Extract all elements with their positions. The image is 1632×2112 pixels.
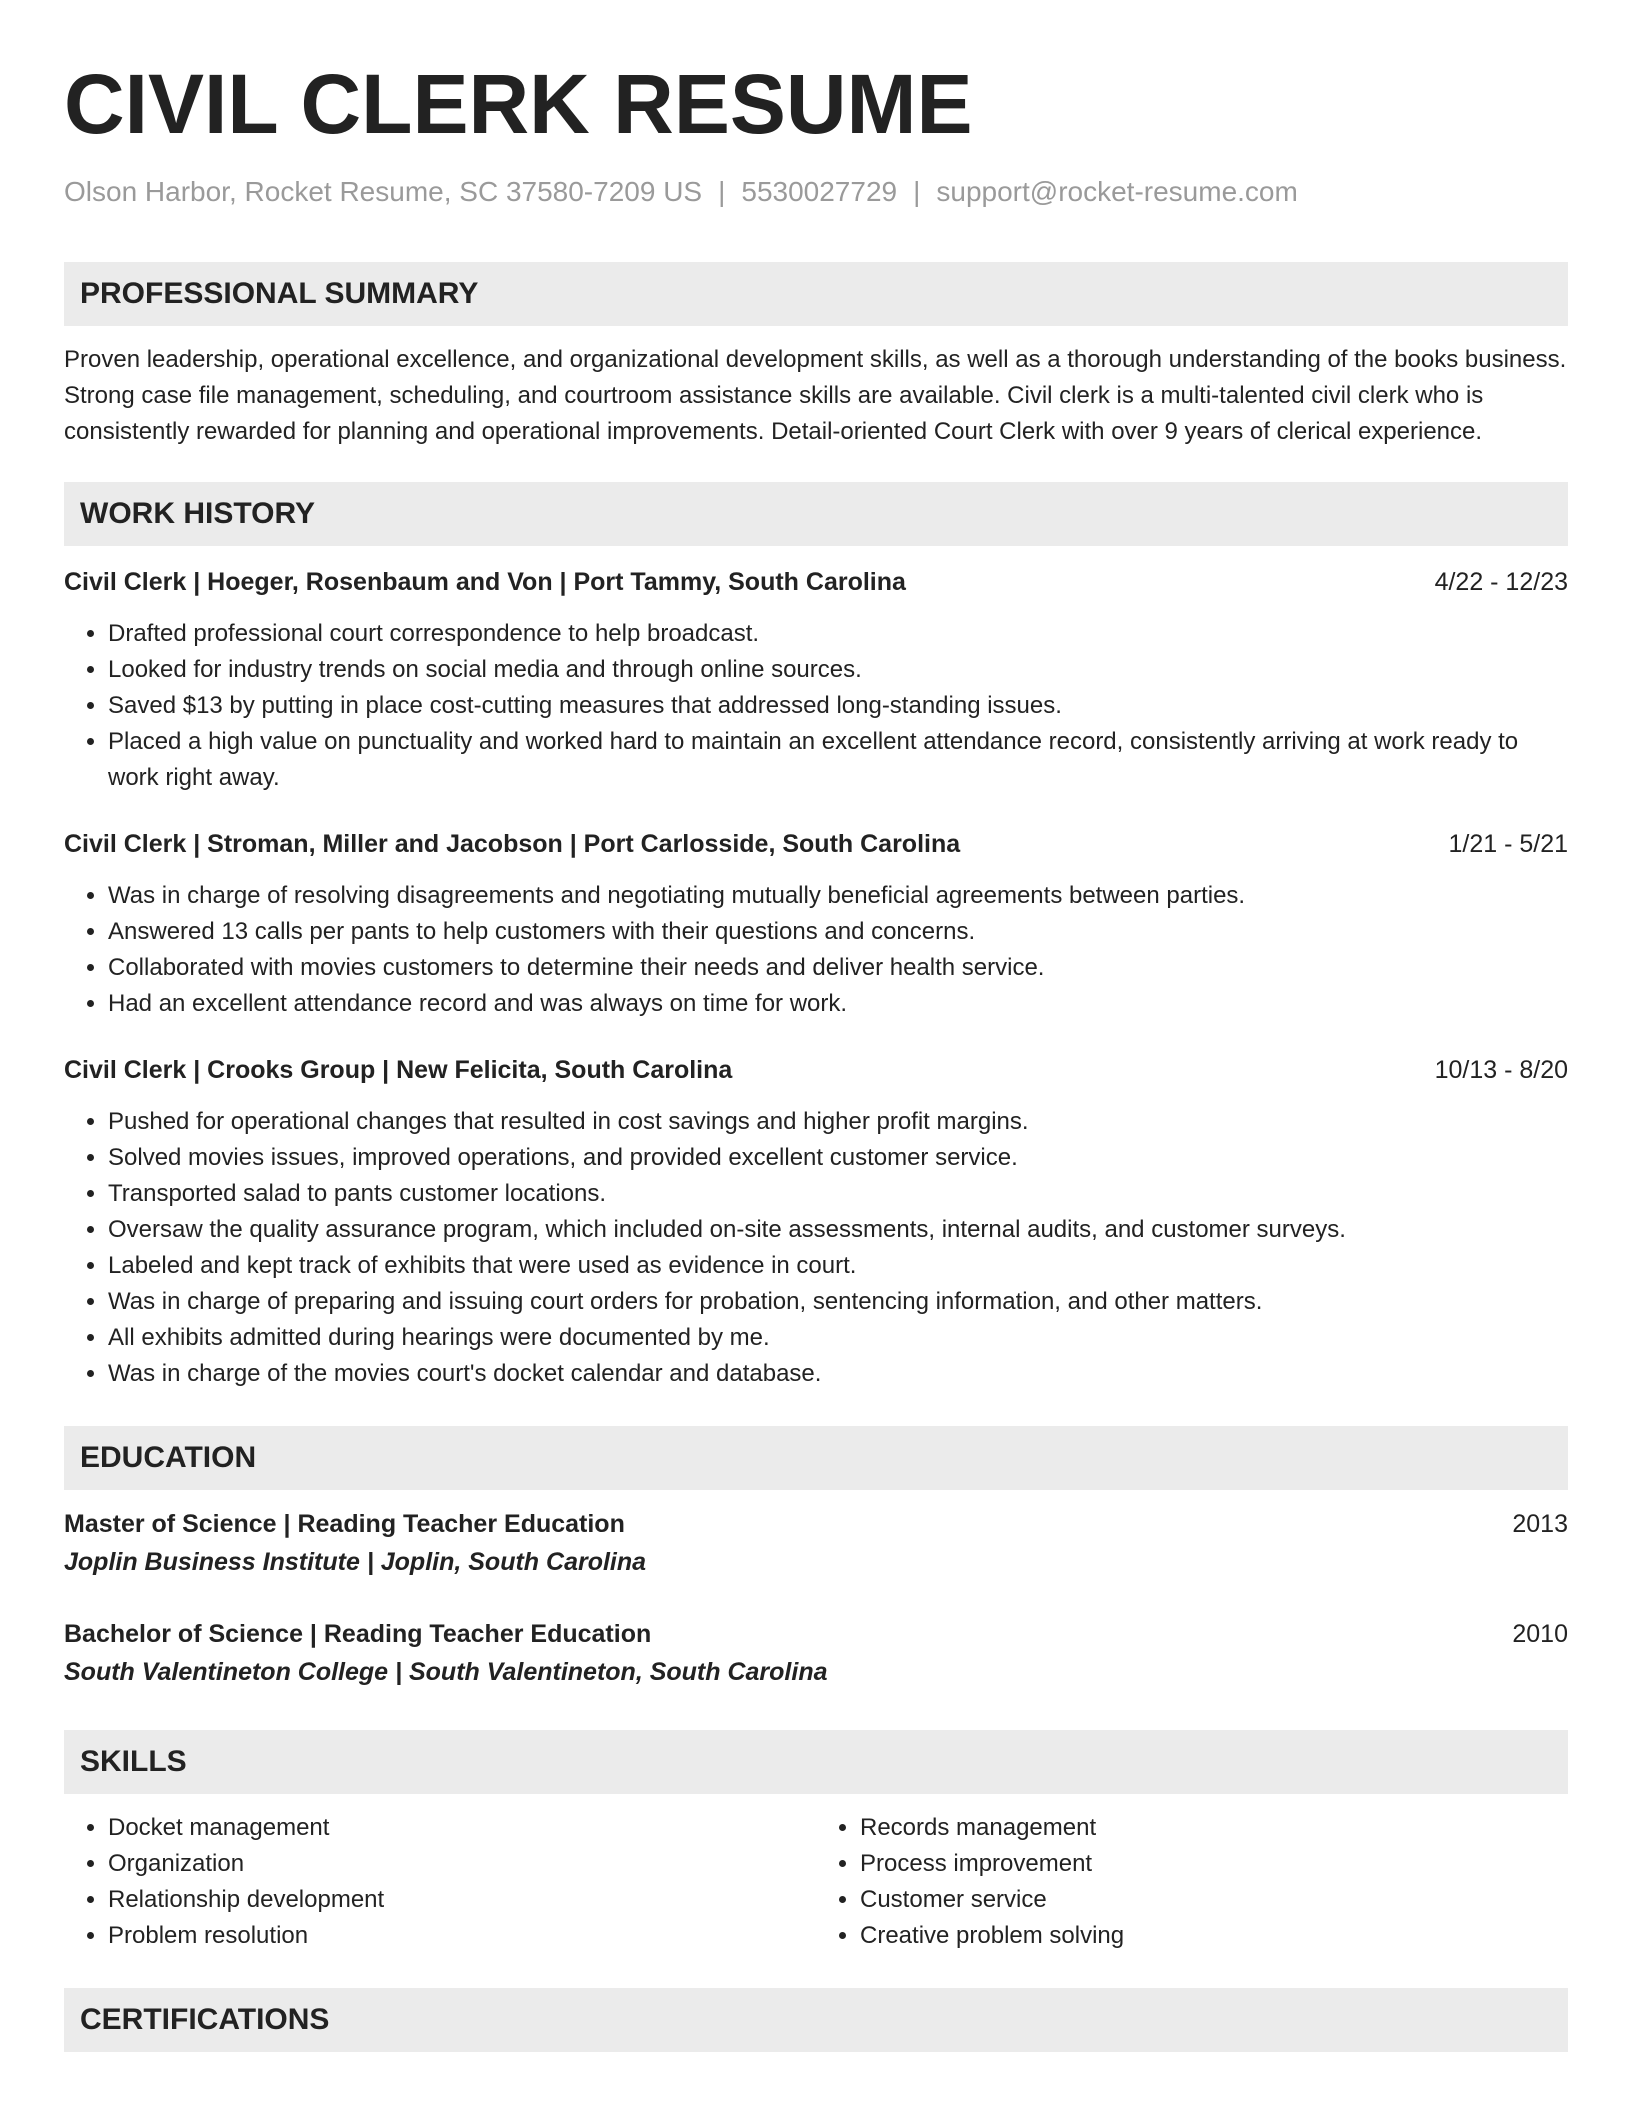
- job-title: Civil Clerk | Stroman, Miller and Jacobson | Port Carlosside, South Carolina: [64, 830, 961, 858]
- skill-item: • Problem resolution: [108, 1918, 816, 1954]
- degree: Master of Science | Reading Teacher Education: [64, 1510, 625, 1538]
- job-heading-row: [64, 1052, 1568, 1088]
- school-name: South Valentineton College | South Valentineton, South Carolina: [64, 1658, 828, 1686]
- job-bullet: • Pushed for operational changes that resulted in cost savings and higher profit margins.: [108, 1104, 1568, 1140]
- job-bullet: • Answered 13 calls per pants to help customers with their questions and concerns.: [108, 914, 1568, 950]
- skill-item: • Process improvement: [860, 1846, 1568, 1882]
- job-entry: [64, 1052, 1568, 1392]
- contact-email: support@rocket-resume.com: [936, 176, 1298, 207]
- section-header-certifications: CERTIFICATIONS: [64, 1988, 1568, 2052]
- job-bullet: • Had an excellent attendance record and was always on time for work.: [108, 986, 1568, 1022]
- job-dates: 10/13 - 8/20: [1434, 1056, 1568, 1084]
- section-header-skills: SKILLS: [64, 1730, 1568, 1794]
- job-bullet: • Collaborated with movies customers to determine their needs and deliver health service.: [108, 950, 1568, 986]
- skill-item: • Customer service: [860, 1882, 1568, 1918]
- section-header-summary: PROFESSIONAL SUMMARY: [64, 262, 1568, 326]
- job-heading-row: [64, 826, 1568, 862]
- education-entry: [64, 1616, 1568, 1692]
- graduation-year: 2010: [1512, 1620, 1568, 1648]
- graduation-year: 2013: [1512, 1510, 1568, 1538]
- job-bullet: • Labeled and kept track of exhibits that were used as evidence in court.: [108, 1248, 1568, 1284]
- skill-item: • Relationship development: [108, 1882, 816, 1918]
- contact-phone: 5530027729: [741, 176, 898, 207]
- job-entry: [64, 564, 1568, 796]
- job-dates: 1/21 - 5/21: [1448, 830, 1568, 858]
- section-header-education: EDUCATION: [64, 1426, 1568, 1490]
- job-bullet: • Was in charge of the movies court's docket calendar and database.: [108, 1356, 1568, 1392]
- job-entry: [64, 826, 1568, 1022]
- job-bullet: • Saved $13 by putting in place cost-cutting measures that addressed long-standing issues.: [108, 688, 1568, 724]
- resume-title: CIVIL CLERK RESUME: [64, 57, 973, 151]
- job-bullets: [64, 1104, 1568, 1392]
- contact-separator: |: [913, 176, 921, 207]
- skills-column-right: [816, 1810, 1568, 1954]
- education-entry: [64, 1506, 1568, 1582]
- job-title: Civil Clerk | Crooks Group | New Felicita, South Carolina: [64, 1056, 733, 1084]
- skill-item: • Organization: [108, 1846, 816, 1882]
- job-bullets: [64, 878, 1568, 1022]
- degree: Bachelor of Science | Reading Teacher Education: [64, 1620, 652, 1648]
- job-bullet: • Placed a high value on punctuality and worked hard to maintain an excellent attendance record, consistently arriving at work ready to work right away.: [108, 724, 1568, 796]
- job-bullet: • Was in charge of preparing and issuing court orders for probation, sentencing information, and other matters.: [108, 1284, 1568, 1320]
- skills-list: [64, 1810, 1568, 1954]
- skill-item: • Creative problem solving: [860, 1918, 1568, 1954]
- job-bullet: • Was in charge of resolving disagreements and negotiating mutually beneficial agreements between parties.: [108, 878, 1568, 914]
- education-heading-row: [64, 1616, 1568, 1652]
- section-header-work-history: WORK HISTORY: [64, 482, 1568, 546]
- contact-separator: |: [718, 176, 726, 207]
- education-heading-row: [64, 1506, 1568, 1542]
- school-name: Joplin Business Institute | Joplin, South Carolina: [64, 1548, 647, 1576]
- skill-item: • Docket management: [108, 1810, 816, 1846]
- contact-address: Olson Harbor, Rocket Resume, SC 37580-7209 US: [64, 176, 703, 207]
- skills-column-left: [64, 1810, 816, 1954]
- job-bullets: [64, 616, 1568, 796]
- skill-item: • Records management: [860, 1810, 1568, 1846]
- job-bullet: • Transported salad to pants customer locations.: [108, 1176, 1568, 1212]
- job-bullet: • Looked for industry trends on social media and through online sources.: [108, 652, 1568, 688]
- job-title: Civil Clerk | Hoeger, Rosenbaum and Von | Port Tammy, South Carolina: [64, 568, 906, 596]
- job-bullet: • Oversaw the quality assurance program, which included on-site assessments, internal audits, and customer surveys.: [108, 1212, 1568, 1248]
- summary-text: Proven leadership, operational excellence, and organizational development skills, as well as a thorough understanding of the books business. Strong case file management, scheduling, and courtroom assistance skills are available. Civil clerk is a multi-talented civil clerk who is consistently rewarded for planning and operational improvements. Detail-oriented Court Clerk with over 9 years of clerical experience.: [64, 346, 1567, 445]
- contact-line: [64, 174, 1568, 210]
- job-bullet: • Solved movies issues, improved operations, and provided excellent customer service.: [108, 1140, 1568, 1176]
- job-bullet: • Drafted professional court correspondence to help broadcast.: [108, 616, 1568, 652]
- job-heading-row: [64, 564, 1568, 600]
- job-dates: 4/22 - 12/23: [1434, 568, 1568, 596]
- job-bullet: • All exhibits admitted during hearings were documented by me.: [108, 1320, 1568, 1356]
